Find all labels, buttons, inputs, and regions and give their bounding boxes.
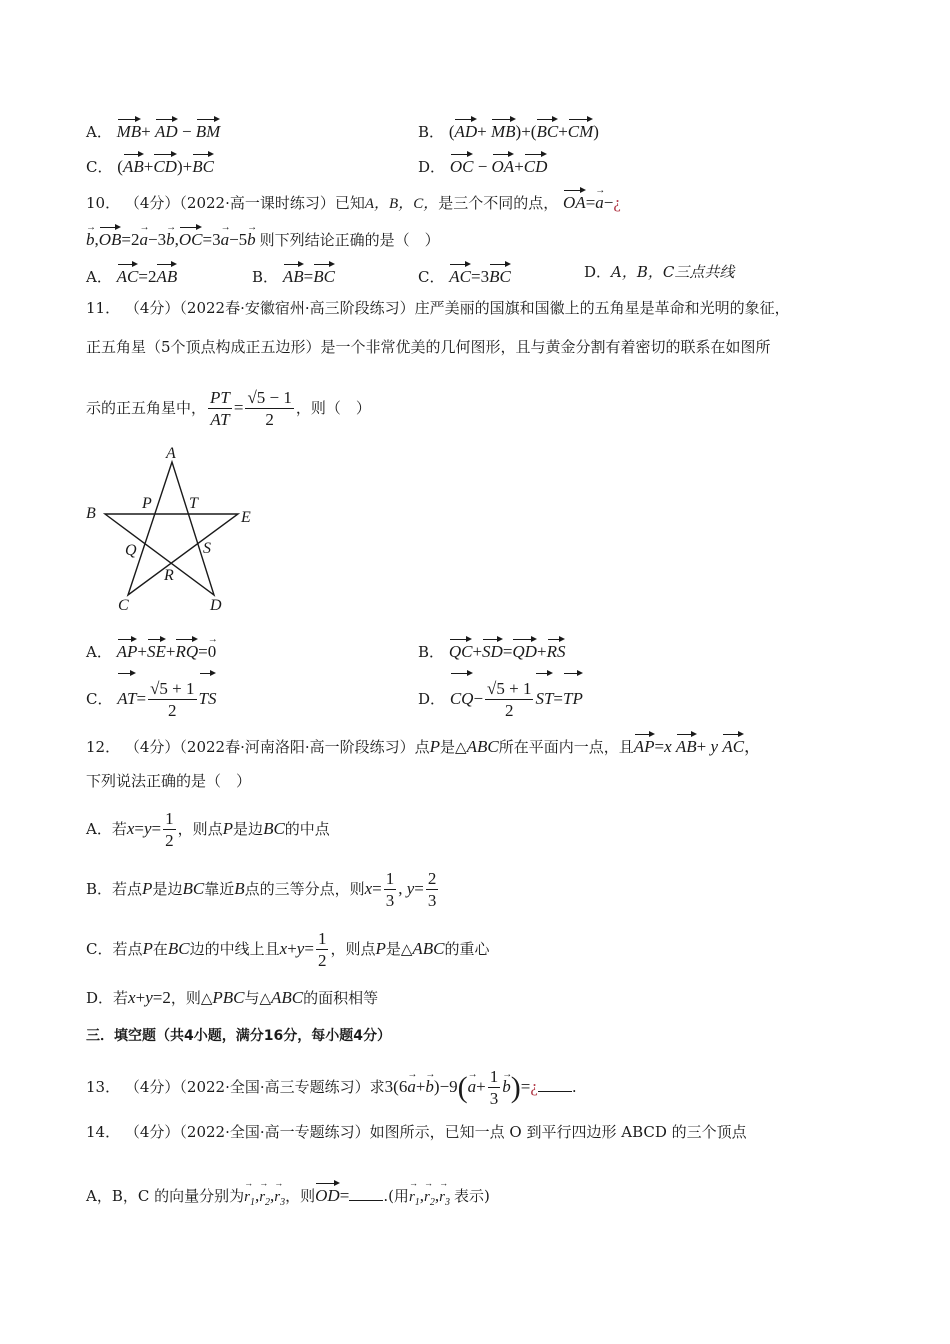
q12-source: （2022春·河南洛阳·高一阶段练习） [179, 738, 415, 756]
q14-score: （4分） [124, 1123, 180, 1141]
label-d: D [210, 597, 222, 614]
q14-answer-blank[interactable] [349, 1186, 383, 1201]
q10-b-formula: AB=BC [283, 267, 335, 286]
q10-stem-line2 [86, 224, 440, 251]
q11-option-b: B． QC+SD=QD+RS [418, 636, 565, 663]
q12-option-a: A．若x=y= $\frac{1}{2}$ ，则点P是边BC的中点 [86, 808, 330, 850]
q11-b-formula: QC+SD=QD+RS [449, 642, 566, 661]
q13-source: （2022·全国·高三专题练习） [179, 1078, 370, 1096]
label-a: A [166, 445, 176, 462]
q9-option-a [86, 116, 220, 143]
label-p: P [142, 495, 152, 512]
q14-vectors-r: → $r_1,\to r_2,\to r_3$ [244, 1186, 285, 1205]
q10-option-a: A． AC=2AB [86, 261, 177, 288]
q10-c-formula: AC=3BC [449, 267, 511, 286]
q10-option-d: D．A，B，C三点共线 [584, 263, 735, 281]
label-c: C [118, 597, 129, 614]
label-t: T [189, 495, 198, 512]
q10-ob-oc-formula: b →,OB=2a →−3b →,OC=3a →−5b → [86, 230, 256, 249]
q14-vectors-r-2: → $r_1,\to r_2,\to r_3$ [409, 1186, 450, 1205]
q9-a-formula: MB+ AD − BM [117, 122, 221, 141]
q9-option-b [418, 116, 599, 143]
section-3-title: 三．填空题（共4小题，满分16分，每小题4分） [86, 1028, 391, 1044]
q14-source: （2022·全国·高一专题练习） [179, 1123, 370, 1141]
q12-stem-line2: 下列说法正确的是（ ） [86, 772, 252, 790]
q12-number: 12． [86, 738, 121, 756]
q11-line1: 庄严美丽的国旗和国徽上的五角星是革命和光明的象征， [414, 299, 790, 317]
q11-stem-line2: 正五角星（5个顶点构成正五边形）是一个非常优美的几何图形，且与黄金分割有着密切的联系在如图所 [86, 338, 771, 356]
q11-ratio-fraction: $\frac{PT}{AT}$ [210, 387, 230, 429]
q13-formula: 3(6a →+b →)−9(a →+ [385, 1077, 486, 1096]
q13-stem: 13． （4分）（2022·全国·高三专题练习）求3(6a →+b →)−9(a →+ $\frac{1}{3}$ b →)=¿ . [86, 1058, 577, 1113]
q9-option-c [86, 151, 214, 178]
label-q: Q [125, 542, 137, 559]
q10-source: （2022·高一课时练习） [179, 194, 335, 212]
q10-points: A，B，C， [364, 196, 439, 212]
q13-number: 13． [86, 1078, 121, 1096]
q11-source: （2022春·安徽宿州·高三阶段练习） [179, 299, 415, 317]
q14-number: 14． [86, 1123, 121, 1141]
q10-oa-formula: OA=a →−¿ [563, 193, 621, 212]
q10-stem-2: 是三个不同的点， [438, 194, 559, 212]
q13-score: （4分） [124, 1078, 180, 1096]
q13-answer-blank[interactable] [538, 1077, 572, 1092]
q10-number: 10． [86, 194, 121, 212]
q10-stem-1: 已知 [334, 194, 365, 212]
pentagram-figure [80, 440, 260, 615]
q11-stem-line3: 示的正五角星中， $\frac{PT}{AT}$ = $\frac{√5 - 1}{2}$ ，则（ ） [86, 387, 371, 429]
q10-stem-3: 则下列结论正确的是（ ） [259, 231, 440, 249]
label-e: E [241, 509, 251, 526]
q9-d-formula: OC − OA+CD [450, 157, 548, 176]
q9-a-label: A． [86, 123, 112, 141]
q11-a-formula: AP+SE+RQ=0 → [117, 642, 217, 661]
q12-option-b: B．若点P是边BC靠近B点的三等分点，则x= $\frac{1}{3}$ , y= $\frac{2}{3}$ [86, 868, 437, 910]
q11-option-a: A． AP+SE+RQ=0 → [86, 636, 216, 663]
q12-option-d: D．若x+y=2，则△PBC与△ABC的面积相等 [86, 988, 379, 1007]
q10-option-c: C． AC=3BC [418, 261, 511, 288]
q10-a-formula: AC=2AB [117, 267, 178, 286]
q10-option-b: B． AB=BC [252, 261, 335, 288]
q11-number: 11． [86, 299, 121, 317]
q9-c-formula: (AB+CD)+BC [117, 157, 214, 176]
q14-stem-line1: 14． （4分）（2022·全国·高一专题练习）如图所示，已知一点 O 到平行四边形 ABCD 的三个顶点 [86, 1123, 747, 1141]
q12-score: （4分） [124, 738, 180, 756]
q12-stem-line1: 12． （4分）（2022春·河南洛阳·高一阶段练习）点P是△ABC所在平面内一点，且AP=x AB+ y AC， [86, 731, 761, 758]
label-s: S [203, 540, 211, 557]
q11-option-d: D． CQ− $\frac{√5 + 1}{2}$ ST=TP [418, 670, 583, 723]
label-b: B [86, 505, 96, 522]
q10-score: （4分） [124, 194, 180, 212]
q11-stem-line1 [86, 297, 790, 319]
q9-b-label: B． [418, 123, 445, 141]
q12-option-c: C．若点P在BC边的中线上且x+y= $\frac{1}{2}$ ，则点P是△ABC的重心 [86, 928, 490, 970]
q11-score: （4分） [124, 299, 180, 317]
q11-d-formula: CQ− $\frac{√5 + 1}{2}$ ST=TP [450, 689, 583, 708]
q14-stem-line2: A，B，C 的向量分别为→ $r_1,\to r_2,\to r_3$，则OD= .(用→ $r_1,\to r_2,\to r_3$ 表示) [86, 1180, 490, 1214]
q10-d-text: A，B，C三点共线 [611, 263, 735, 281]
q11-c-formula: AT= $\frac{√5 + 1}{2}$ TS [117, 689, 216, 708]
q10-stem-line1 [86, 187, 621, 215]
q11-golden-fraction: $\frac{√5 - 1}{2}$ [247, 387, 292, 429]
q9-option-d [418, 151, 547, 178]
q12-vector-formula: AP=x AB+ y AC， [634, 737, 761, 756]
q9-b-formula: (AD+ MB)+(BC+CM) [449, 122, 599, 141]
q9-d-label: D． [418, 158, 446, 176]
q11-option-c: C． AT= $\frac{√5 + 1}{2}$ TS [86, 670, 216, 723]
q9-c-label: C． [86, 158, 113, 176]
label-r: R [164, 567, 174, 584]
